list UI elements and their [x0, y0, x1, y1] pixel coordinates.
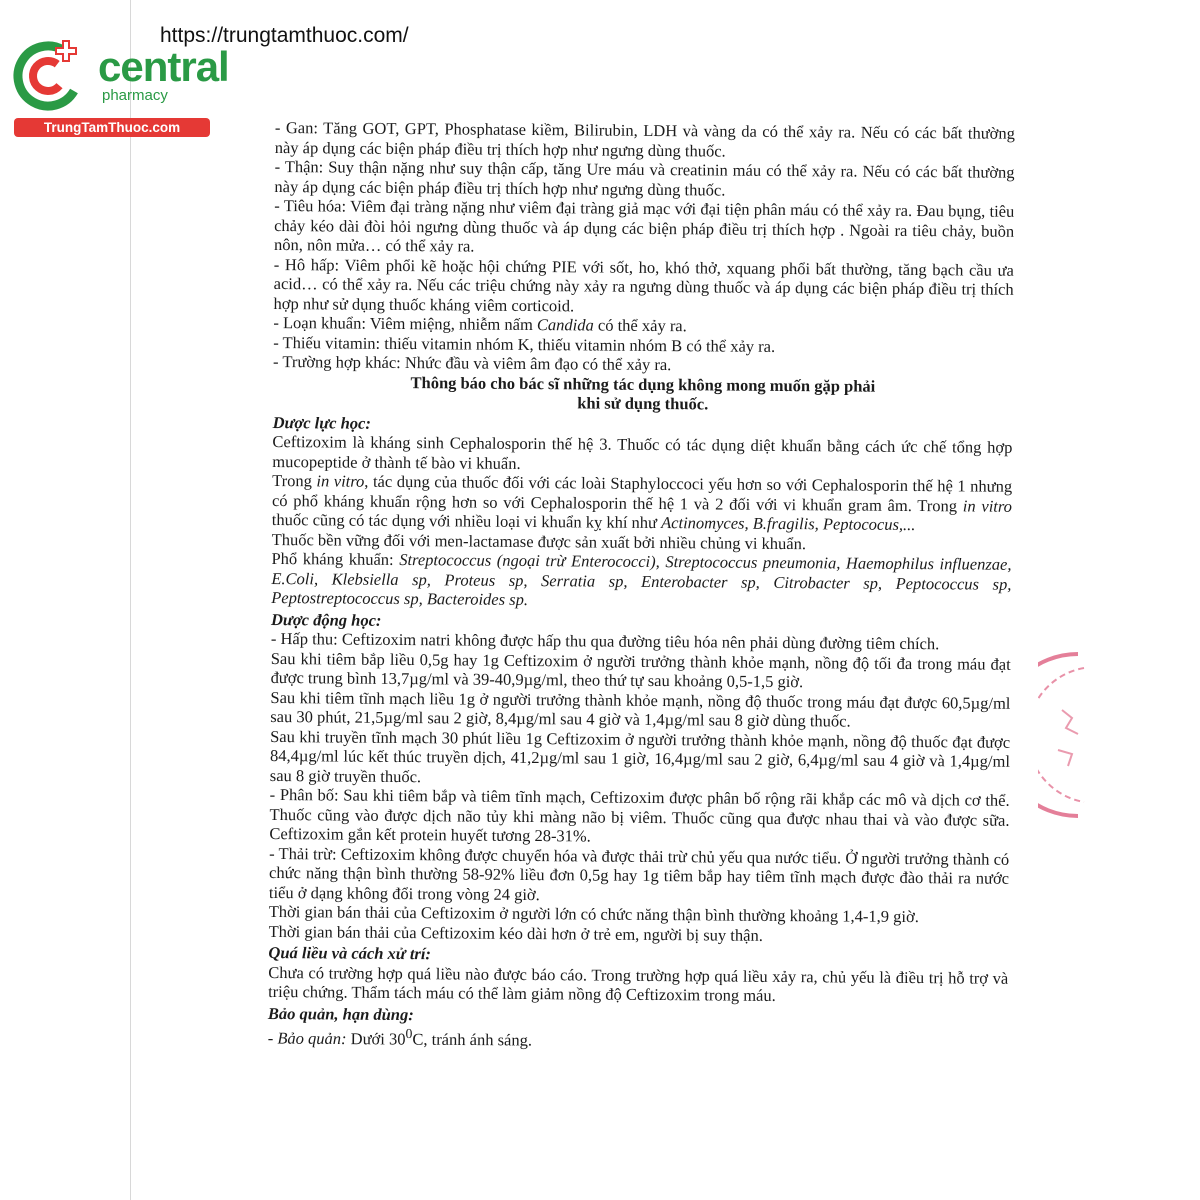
- pk-distribution: - Phân bố: Sau khi tiêm bắp và tiêm tĩnh mạch, Ceftizoxim được phân bố rộng rãi khắp các mô và dịch cơ thể. Thuốc cũng vào được dịch não tủy khi màng não bị viêm. Thuốc cũng qua được nhau thai và vào được sữa. Ceftizoxim gắn kết protein huyết tương 28-31%.: [269, 784, 1010, 846]
- antibacterial-spectrum: Phổ kháng khuẩn: Streptococcus (ngoại trừ Enterococci), Streptococcus pneumonia, Haemophilus influenzae, E.Coli, Klebsiella sp, Proteus sp, Serratia sp, Enterobacter sp, Citrobacter sp, Peptococcus sp, Peptostreptococcus sp, Bacteroides sp.: [271, 548, 1012, 610]
- source-url[interactable]: https://trungtamthuoc.com/: [160, 24, 409, 47]
- brand-subtitle: pharmacy: [102, 87, 168, 104]
- storage-heading: Bảo quản, hạn dùng:: [267, 1003, 414, 1024]
- overdose-text: Chưa có trường hợp quá liều nào được báo cáo. Trong trường hợp quá liều xảy ra, chủ yếu là điều trị hỗ trợ và triệu chứng. Thẩm tách máu có thể làm giảm nồng độ Ceftizoxim trong máu.: [268, 962, 1009, 1005]
- pk-elimination: - Thải trừ: Ceftizoxim không được chuyển hóa và được thải trừ chủ yếu qua nước tiểu. Ở người trưởng thành có chức năng thận bình thường 58-92% liều đơn 0,5g hay 1g tiêm bắp hay tiêm tĩnh mạch được đào thải ra nước tiểu ở dạng không đổi trong vòng 24 giờ.: [268, 843, 1010, 904]
- side-effect-liver: - Gan: Tăng GOT, GPT, Phosphatase kiềm, Bilirubin, LDH và vàng da có thể xảy ra. Nếu có các bất thường này áp dụng các biện pháp điều trị thích hợp như ngưng dùng thuốc.: [274, 118, 1015, 161]
- pharmacokinetics-heading: Dược động học:: [270, 609, 382, 630]
- pk-intravenous: Sau khi tiêm tĩnh mạch liều 1g ở người trưởng thành khỏe mạnh, nồng độ thuốc trong máu đạt được 60,5µg/ml sau 30 phút, 21,5µg/ml sau 2 giờ, 8,4µg/ml sau 4 giờ và 1,4µg/ml sau 8 giờ dùng thuốc.: [270, 687, 1011, 731]
- pharmacodynamics-p3: Thuốc bền vững đối với men-lactamase được sản xuất bởi nhiều chủng vi khuẩn.: [271, 529, 807, 553]
- pk-infusion: Sau khi truyền tĩnh mạch 30 phút liều 1g Ceftizoxim ở người trưởng thành khỏe mạnh, nồng độ thuốc đạt được 84,4µg/ml lúc kết thúc truyền dịch, 41,2µg/ml sau 1 giờ, 16,4µg/ml sau 2 giờ, 6,4µg/ml sau 4 giờ và 1,4µg/ml sau 8 giờ truyền thuốc.: [269, 726, 1011, 786]
- pharmacy-cross-icon: [10, 36, 94, 120]
- pharmacodynamics-p1: Ceftizoxim là kháng sinh Cephalosporin thế hệ 3. Thuốc có tác dụng diệt khuẩn bằng cách ức chế tổng hợp mucopeptide ở thành tế bào vi khuẩn.: [272, 431, 1013, 473]
- seal-stamp-edge: [1038, 650, 1088, 820]
- pk-half-life-children: Thời gian bán thải của Ceftizoxim kéo dài hơn ở trẻ em, người bị suy thận.: [268, 921, 763, 945]
- leaflet-content: [268, 118, 1015, 1054]
- pk-absorption: - Hấp thu: Ceftizoxim natri không được hấp thu qua đường tiêu hóa nên phải dùng đường tiêm chích.: [270, 628, 940, 654]
- side-effect-other: - Trường hợp khác: Nhức đầu và viêm âm đạo có thể xảy ra.: [273, 351, 672, 375]
- brand-name: central: [98, 43, 229, 90]
- pharmacodynamics-heading: Dược lực học:: [272, 412, 371, 433]
- brand-website-banner[interactable]: TrungTamThuoc.com: [14, 118, 210, 137]
- side-effect-dysbiosis: - Loạn khuẩn: Viêm miệng, nhiễm nấm Candida có thể xảy ra.: [273, 312, 687, 336]
- doctor-notice: Thông báo cho bác sĩ những tác dụng không mong muốn gặp phải khi sử dụng thuốc.: [410, 372, 876, 414]
- side-effect-vitamin: - Thiếu vitamin: thiếu vitamin nhóm K, thiếu vitamin nhóm B có thể xảy ra.: [273, 332, 776, 356]
- pharmacodynamics-p2: Trong in vitro, tác dụng của thuốc đối với các loài Staphyloccoci yếu hơn so với Cephalosporin thế hệ 1 nhưng có phổ kháng khuẩn rộng hơn so với Cephalosporin thế hệ 1 và 2 đối với vi khuẩn gram âm. Trong in vitro thuốc cũng có tác dụng với nhiều loại vi khuẩn kỵ khí như Actinomyces, B.fragilis, Peptococus,...: [271, 470, 1013, 535]
- storage-text: - Bảo quản: Dưới $30^0C$, tránh ánh sáng.: [267, 1026, 533, 1050]
- pk-intramuscular: Sau khi tiêm bắp liều 0,5g hay 1g Ceftizoxim ở người trưởng thành khỏe mạnh, nồng độ tối đa trong máu đạt được trung bình 13,7µg/ml và 39-40,9µg/ml, theo thứ tự sau khoảng 0,5-1,5 giờ.: [270, 648, 1011, 692]
- overdose-heading: Quá liều và cách xử trí:: [268, 942, 432, 964]
- side-effect-digestive: - Tiêu hóa: Viêm đại tràng nặng như viêm đại tràng giả mạc với đại tiện phân máu có thể xảy ra. Đau bụng, tiêu chảy kéo dài đòi hỏi ngưng dùng thuốc và áp dụng các biện pháp điều trị thích hợp . Ngoài ra tiêu chảy, buồn nôn, nôn mửa… có thể xảy ra.: [273, 195, 1015, 256]
- side-effect-respiratory: - Hô hấp: Viêm phổi kẽ hoặc hội chứng PIE với sốt, ho, khó thở, xquang phổi bất thường, tăng bạch cầu ưa acid… có thể xảy ra. Nếu các triệu chứng này xảy ra ngưng dùng thuốc và áp dụng các biện pháp điều trị thích hợp như sử dụng thuốc kháng viêm corticoid.: [273, 254, 1014, 315]
- side-effect-kidney: - Thận: Suy thận nặng như suy thận cấp, tăng Ure máu và creatinin máu có thể xảy ra. Nếu có các bất thường này áp dụng các biện pháp điều trị thích hợp như ngưng dùng thuốc.: [274, 156, 1015, 200]
- pk-half-life-adult: Thời gian bán thải của Ceftizoxim ở người lớn có chức năng thận bình thường khoảng 1,4-1,9 giờ.: [268, 901, 919, 927]
